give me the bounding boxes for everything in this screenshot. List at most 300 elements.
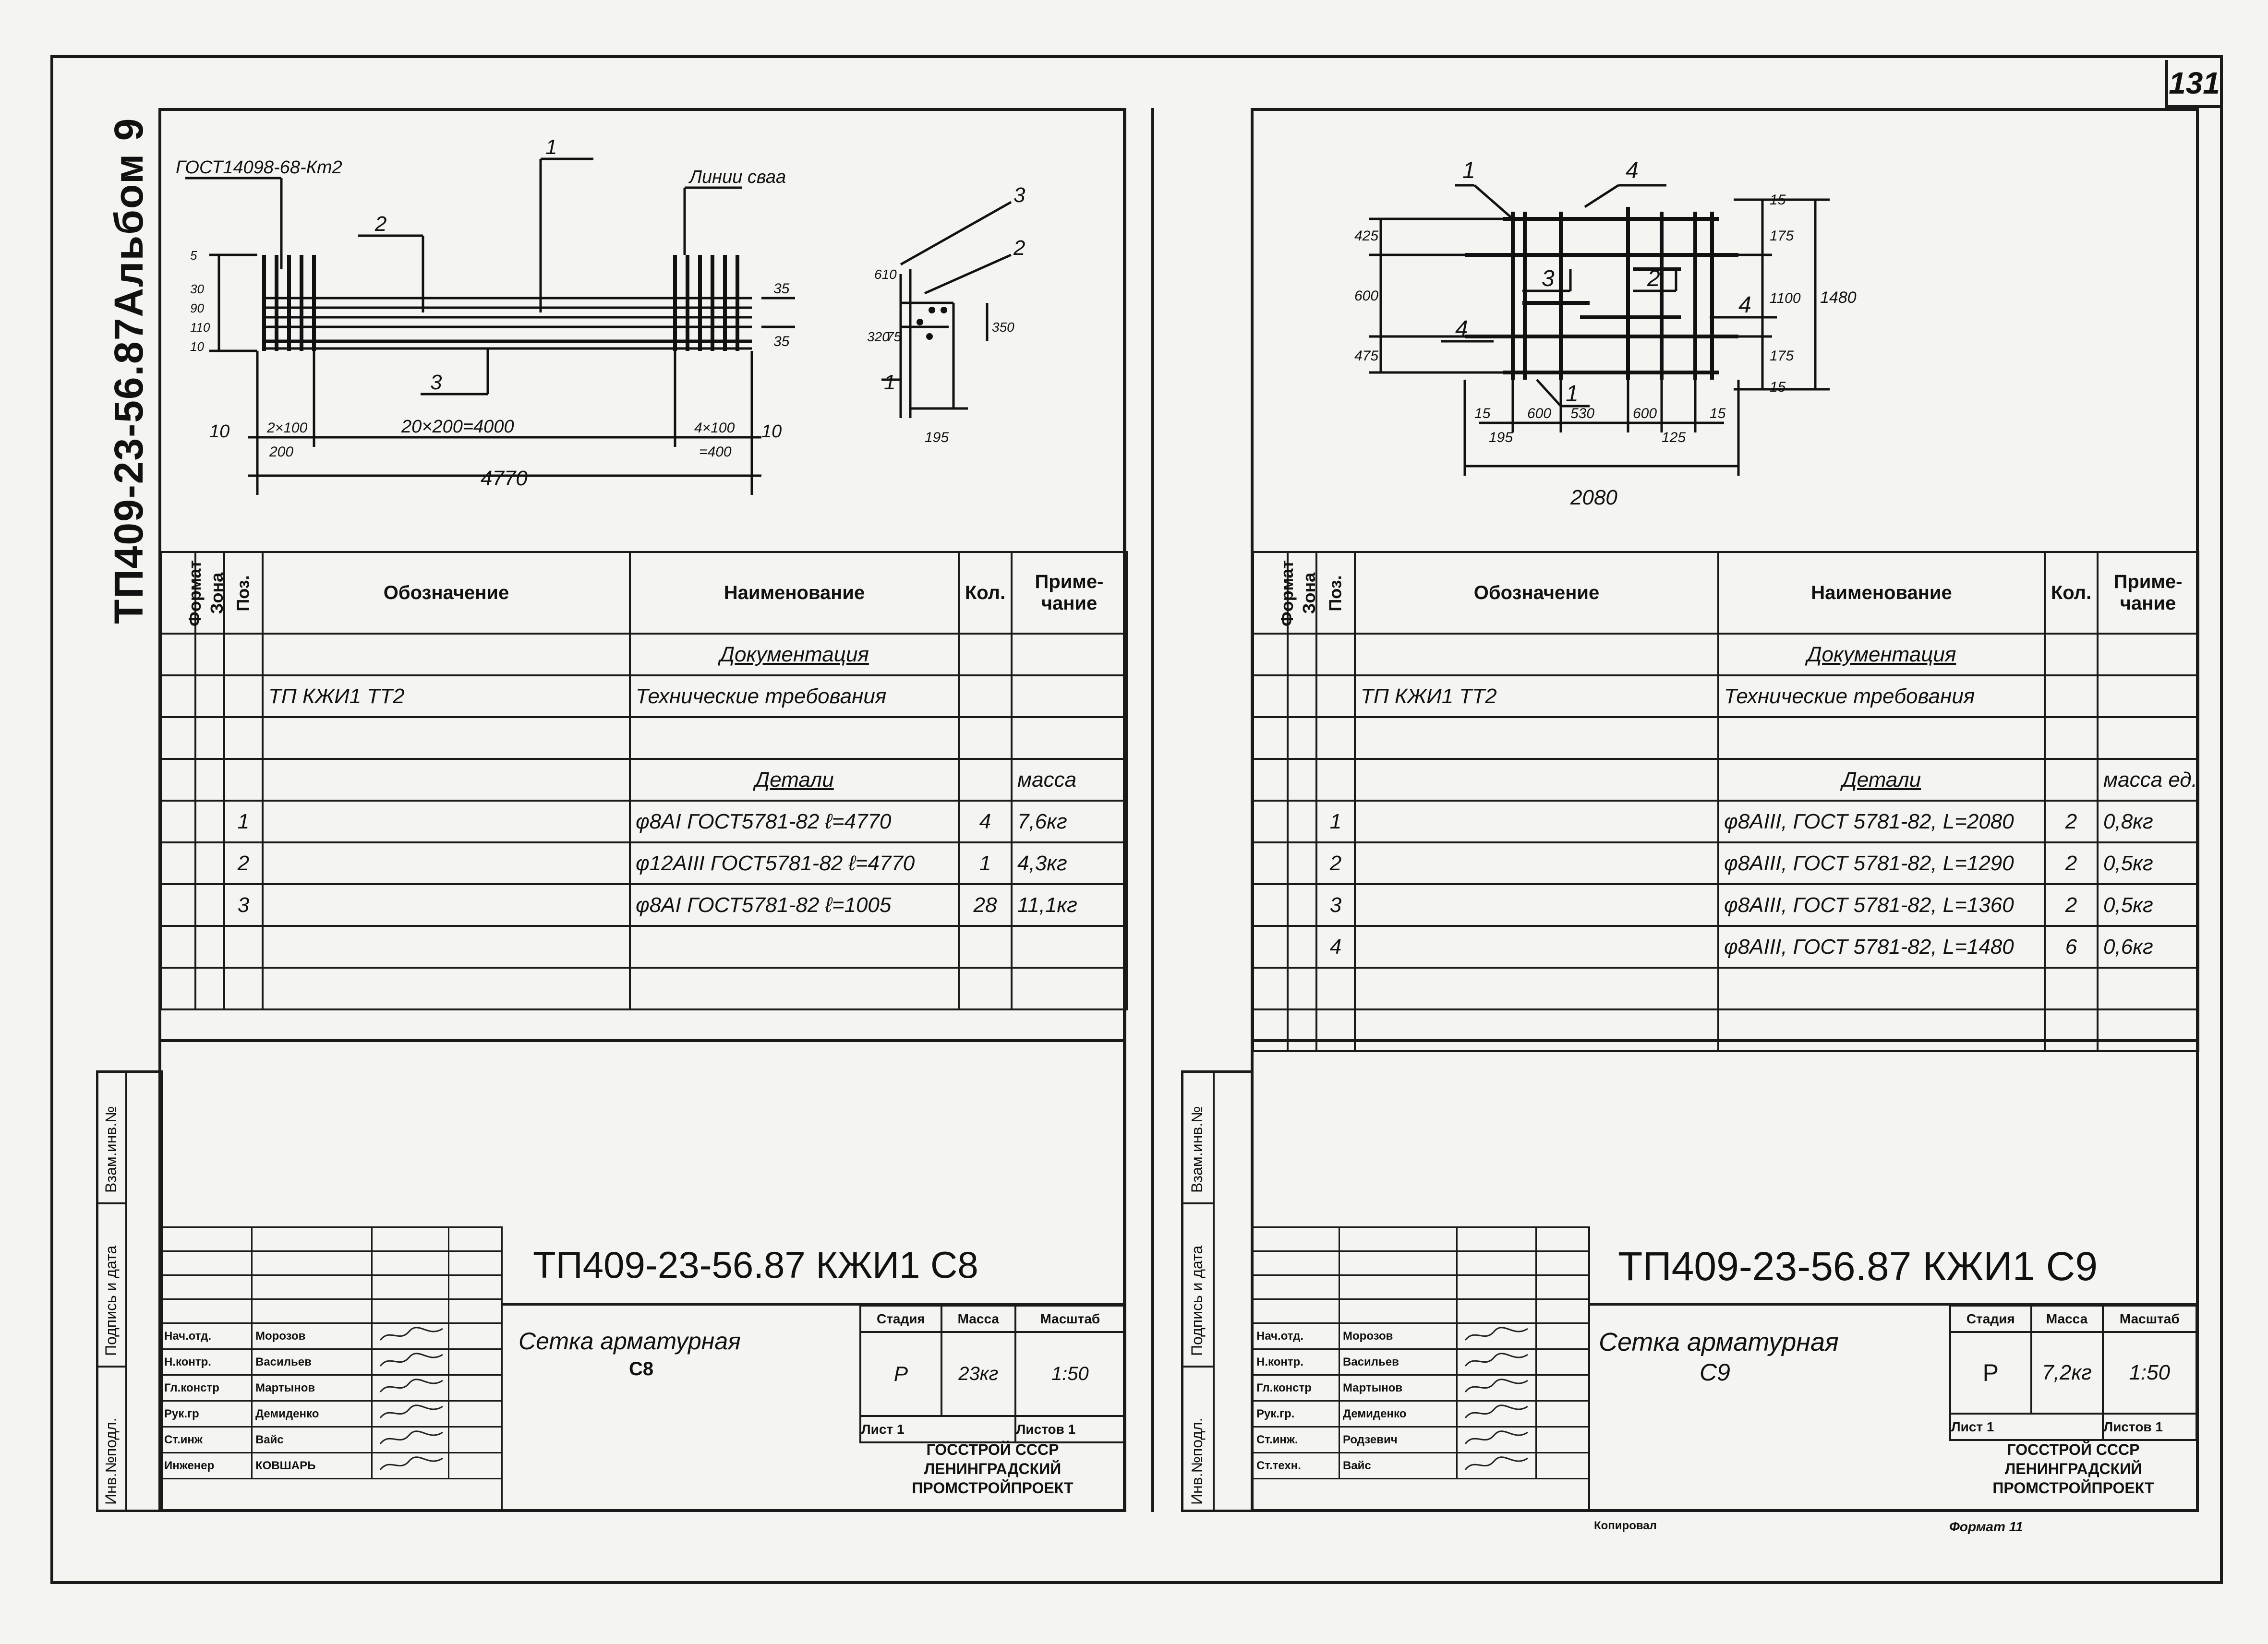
date-cell	[1536, 1323, 1589, 1349]
signature-cell	[1457, 1375, 1536, 1401]
section-callout-1: 1	[884, 371, 896, 394]
name-cell: φ8АIII, ГОСТ 5781-82, L=2080	[1718, 801, 2045, 842]
date-cell	[449, 1401, 502, 1427]
spec-row	[1253, 675, 2198, 717]
r-dim-right-5: 1480	[1820, 288, 1857, 307]
r-callout-1b: 1	[1566, 381, 1579, 407]
name-cell: Детали	[1718, 759, 2045, 801]
hdr-designation: Обозначение	[263, 552, 630, 634]
name-cell: Вайс	[1339, 1453, 1457, 1479]
name-cell: Морозов	[252, 1323, 372, 1349]
r-sheet-number: Лист 1	[1950, 1414, 2103, 1440]
designation-cell	[1355, 968, 1718, 1009]
date-cell	[449, 1375, 502, 1401]
dim-right-1: 35	[773, 334, 790, 349]
name-cell: Родзевич	[1339, 1427, 1457, 1453]
right-spec-rows	[1253, 634, 2198, 1051]
date-cell	[1536, 1349, 1589, 1375]
zone-cell	[1288, 675, 1316, 717]
signature-cell	[1457, 1453, 1536, 1479]
right-stage-table	[1949, 1305, 2197, 1441]
zone-cell	[1288, 634, 1316, 675]
section-dim-0: 610	[874, 267, 897, 282]
r-hdr-pos: Поз.	[1325, 575, 1345, 612]
date-cell	[449, 1427, 502, 1453]
left-spec-table	[160, 551, 1128, 1010]
format-cell	[161, 801, 195, 842]
note-cell	[1012, 717, 1127, 759]
pos-cell	[224, 926, 263, 968]
right-mesh-drawing	[1254, 111, 2195, 552]
date-cell	[449, 1323, 502, 1349]
date-cell	[449, 1349, 502, 1375]
side-stamp-column	[96, 1070, 163, 1512]
dim-left-1: 30	[190, 282, 204, 296]
r-dim-bottom-0: 15	[1474, 406, 1491, 421]
zone-cell	[195, 717, 224, 759]
r-mass-header: Масса	[2031, 1306, 2103, 1332]
r-hdr-format: Формат	[1277, 560, 1297, 626]
pos-cell	[224, 675, 263, 717]
designation-cell	[1355, 759, 1718, 801]
dim-bottom-5: 200	[269, 444, 294, 460]
spec-row	[1253, 801, 2198, 842]
right-spec-table	[1252, 551, 2199, 1052]
qty-cell: 2	[2045, 884, 2098, 926]
page-number-box	[2165, 60, 2220, 108]
pos-cell	[1316, 634, 1355, 675]
signature-row	[1253, 1453, 1589, 1479]
spec-row	[161, 634, 1127, 675]
designation-cell	[263, 759, 630, 801]
signature-row	[1253, 1427, 1589, 1453]
pos-cell: 3	[224, 884, 263, 926]
signature-cell	[372, 1323, 449, 1349]
sheet-count: Листов 1	[1015, 1416, 1125, 1442]
signature-cell	[372, 1401, 449, 1427]
name-cell: Мартынов	[252, 1375, 372, 1401]
qty-cell	[2045, 675, 2098, 717]
r-callout-4: 4	[1626, 158, 1639, 183]
pos-cell	[1316, 759, 1355, 801]
line-label: Линии сваа	[689, 167, 786, 187]
zone-cell	[1288, 759, 1316, 801]
name-cell: Технические требования	[630, 675, 959, 717]
signature-row	[1253, 1349, 1589, 1375]
stage-header: Стадия	[860, 1306, 941, 1332]
pos-cell: 3	[1316, 884, 1355, 926]
left-people-table	[160, 1226, 502, 1479]
qty-cell	[959, 759, 1012, 801]
date-cell	[1536, 1427, 1589, 1453]
note-cell: 11,1кг	[1012, 884, 1127, 926]
date-cell	[1536, 1453, 1589, 1479]
name-cell: Детали	[630, 759, 959, 801]
side-label-inventory-right: Инв.№подл.	[1188, 1417, 1206, 1505]
note-cell	[1012, 926, 1127, 968]
signature-row	[1253, 1375, 1589, 1401]
note-cell	[2098, 634, 2198, 675]
spec-row	[1253, 968, 2198, 1009]
zone-cell	[1288, 842, 1316, 884]
section-dim-4: 350	[992, 320, 1014, 335]
dim-bottom-6: =400	[699, 444, 732, 460]
spec-row	[161, 926, 1127, 968]
right-people-table	[1252, 1226, 1590, 1479]
format-cell	[161, 675, 195, 717]
name-cell: Технические требования	[1718, 675, 2045, 717]
side-stamp-column-right	[1181, 1070, 1253, 1512]
note-cell: 0,6кг	[2098, 926, 2198, 968]
signature-row	[161, 1401, 502, 1427]
r-callout-2: 2	[1647, 266, 1660, 291]
designation-cell	[263, 884, 630, 926]
qty-cell	[2045, 717, 2098, 759]
designation-cell	[1355, 884, 1718, 926]
zone-cell	[1288, 884, 1316, 926]
section-dim-2: 75	[886, 329, 902, 344]
name-cell: Демиденко	[252, 1401, 372, 1427]
pos-cell	[1316, 968, 1355, 1009]
qty-cell	[959, 675, 1012, 717]
qty-cell	[959, 634, 1012, 675]
format-cell	[1253, 717, 1288, 759]
section-callout-3: 3	[1013, 183, 1025, 207]
zone-cell	[195, 842, 224, 884]
pos-cell	[224, 634, 263, 675]
qty-cell	[959, 926, 1012, 968]
signature-row	[161, 1349, 502, 1375]
name-cell: φ12АIII ГОСТ5781-82 ℓ=4770	[630, 842, 959, 884]
pos-cell	[1316, 717, 1355, 759]
format-cell	[161, 717, 195, 759]
pos-cell: 1	[1316, 801, 1355, 842]
r-dim-right-0: 15	[1770, 192, 1786, 208]
left-org: ГОССТРОЙ СССР ЛЕНИНГРАДСКИЙ ПРОМСТРОЙПРОЕКТ	[912, 1441, 1074, 1497]
qty-cell	[2045, 968, 2098, 1009]
name-cell: Васильев	[1339, 1349, 1457, 1375]
zone-cell	[195, 801, 224, 842]
r-hdr-name: Наименование	[1718, 552, 2045, 634]
side-label-replace-right: Взам.инв.№	[1188, 1106, 1206, 1193]
spec-row	[1253, 634, 2198, 675]
hdr-format: Формат	[185, 560, 205, 626]
spec-row	[161, 717, 1127, 759]
format-cell	[161, 842, 195, 884]
name-cell	[630, 968, 959, 1009]
r-dim-total: 2080	[1570, 486, 1617, 509]
r-dim-bottom-3: 530	[1570, 406, 1595, 421]
date-cell	[1536, 1375, 1589, 1401]
designation-cell	[1355, 801, 1718, 842]
qty-cell: 4	[959, 801, 1012, 842]
hdr-name: Наименование	[630, 552, 959, 634]
dim-left-3: 110	[190, 320, 210, 335]
r-stage-value: Р	[1950, 1332, 2031, 1414]
pos-cell	[224, 759, 263, 801]
spec-row	[161, 759, 1127, 801]
r-dim-bottom-6: 15	[1710, 406, 1726, 421]
zone-cell	[195, 926, 224, 968]
r-dim-bottom-5: 125	[1662, 430, 1686, 445]
pos-cell: 2	[224, 842, 263, 884]
name-cell: КОВШАРЬ	[252, 1453, 372, 1479]
note-cell: масса	[1012, 759, 1127, 801]
signature-row	[1253, 1323, 1589, 1349]
role-cell: Нач.отд.	[1253, 1323, 1339, 1349]
r-dim-right-1: 175	[1770, 228, 1794, 244]
qty-cell	[2045, 759, 2098, 801]
zone-cell	[195, 634, 224, 675]
zone-cell	[195, 675, 224, 717]
dim-left-2: 90	[190, 301, 204, 315]
r-dim-bottom-1: 195	[1489, 430, 1513, 445]
callout-1: 1	[545, 135, 557, 159]
pos-cell: 2	[1316, 842, 1355, 884]
signature-cell	[1457, 1427, 1536, 1453]
right-title: Сетка арматурная	[1599, 1328, 1839, 1356]
album-code: ТП409-23-56.87Альбом 9	[106, 117, 151, 624]
designation-cell: ТП КЖИ1 ТТ2	[263, 675, 630, 717]
name-cell: Васильев	[252, 1349, 372, 1375]
scale-header: Масштаб	[1015, 1306, 1125, 1332]
stage-value: Р	[860, 1332, 941, 1416]
note-cell	[1012, 634, 1127, 675]
note-cell	[2098, 717, 2198, 759]
designation-cell	[263, 634, 630, 675]
hdr-qty: Кол.	[959, 552, 1012, 634]
zone-cell	[195, 759, 224, 801]
hdr-zone: Зона	[207, 572, 227, 614]
spec-row	[161, 884, 1127, 926]
r-callout-4b: 4	[1455, 316, 1468, 342]
section-dim-3: 195	[925, 430, 949, 445]
signature-row	[161, 1375, 502, 1401]
hdr-note: Приме-чание	[1012, 552, 1127, 634]
role-cell: Н.контр.	[1253, 1349, 1339, 1375]
format-cell	[161, 884, 195, 926]
role-cell: Нач.отд.	[161, 1323, 252, 1349]
right-doc-code: ТП409-23-56.87 КЖИ1 С9	[1618, 1244, 2098, 1289]
role-cell: Ст.техн.	[1253, 1453, 1339, 1479]
spec-row	[1253, 926, 2198, 968]
name-cell: φ8АI ГОСТ5781-82 ℓ=1005	[630, 884, 959, 926]
sheet-divider-2	[1151, 108, 1154, 1512]
left-mark: С8	[629, 1358, 654, 1380]
name-cell: Демиденко	[1339, 1401, 1457, 1427]
qty-cell: 6	[2045, 926, 2098, 968]
name-cell	[630, 926, 959, 968]
date-cell	[449, 1453, 502, 1479]
signature-cell	[1457, 1401, 1536, 1427]
signature-cell	[372, 1349, 449, 1375]
name-cell: Мартынов	[1339, 1375, 1457, 1401]
designation-cell	[1355, 634, 1718, 675]
signature-row	[161, 1427, 502, 1453]
dim-left-0: 5	[190, 248, 197, 263]
dim-left-4: 10	[190, 339, 204, 354]
note-cell: 0,8кг	[2098, 801, 2198, 842]
r-scale-header: Масштаб	[2103, 1306, 2196, 1332]
name-cell: Документация	[1718, 634, 2045, 675]
dim-right-0: 35	[773, 281, 790, 297]
note-cell: 0,5кг	[2098, 884, 2198, 926]
designation-cell	[263, 926, 630, 968]
side-label-signature-right: Подпись и дата	[1188, 1245, 1206, 1356]
r-sheet-count: Листов 1	[2103, 1414, 2196, 1440]
name-cell	[1718, 717, 2045, 759]
note-cell	[2098, 675, 2198, 717]
spec-row	[1253, 842, 2198, 884]
hdr-pos: Поз.	[233, 575, 253, 612]
pos-cell	[224, 717, 263, 759]
pos-cell	[224, 968, 263, 1009]
dim-bottom-4: 10	[761, 421, 782, 442]
format-cell	[1253, 968, 1288, 1009]
qty-cell	[959, 717, 1012, 759]
dim-bottom-3: 4×100	[694, 420, 735, 436]
note-cell: 4,3кг	[1012, 842, 1127, 884]
r-dim-right-3: 175	[1770, 348, 1794, 364]
spec-row	[161, 675, 1127, 717]
format-cell	[1253, 634, 1288, 675]
spec-row	[1253, 759, 2198, 801]
spec-row	[161, 842, 1127, 884]
right-org: ГОССТРОЙ СССР ЛЕНИНГРАДСКИЙ ПРОМСТРОЙПРОЕКТ	[1992, 1441, 2154, 1497]
format-cell	[161, 926, 195, 968]
left-title: Сетка арматурная	[519, 1328, 741, 1355]
r-hdr-note: Приме-чание	[2098, 552, 2198, 634]
role-cell: Ст.инж	[161, 1427, 252, 1453]
designation-cell	[1355, 717, 1718, 759]
name-cell	[1718, 968, 2045, 1009]
zone-cell	[195, 968, 224, 1009]
format-cell	[1253, 884, 1288, 926]
format-cell	[161, 968, 195, 1009]
designation-cell	[263, 717, 630, 759]
format-cell	[1253, 759, 1288, 801]
right-mark: С9	[1700, 1359, 1730, 1386]
qty-cell: 2	[2045, 801, 2098, 842]
note-cell: масса ед.	[2098, 759, 2198, 801]
gost-label: ГОСТ14098-68-Кт2	[176, 157, 342, 178]
section-dim-1: 320	[867, 329, 890, 344]
r-callout-1: 1	[1462, 158, 1475, 183]
name-cell: φ8АI ГОСТ5781-82 ℓ=4770	[630, 801, 959, 842]
pos-cell: 4	[1316, 926, 1355, 968]
callout-3: 3	[430, 371, 442, 394]
left-stage-table	[859, 1305, 1126, 1443]
qty-cell	[959, 968, 1012, 1009]
format-cell	[161, 759, 195, 801]
note-cell: 7,6кг	[1012, 801, 1127, 842]
r-hdr-zone: Зона	[1299, 572, 1319, 614]
role-cell: Н.контр.	[161, 1349, 252, 1375]
format-cell	[1253, 675, 1288, 717]
r-hdr-qty: Кол.	[2045, 552, 2098, 634]
format-cell	[1253, 842, 1288, 884]
left-doc-code: ТП409-23-56.87 КЖИ1 С8	[533, 1244, 978, 1286]
dim-bottom-1: 2×100	[267, 420, 308, 436]
r-dim-right-4: 15	[1770, 379, 1786, 395]
signature-cell	[372, 1375, 449, 1401]
signature-row	[161, 1453, 502, 1479]
role-cell: Гл.констр	[1253, 1375, 1339, 1401]
designation-cell	[263, 968, 630, 1009]
r-scale-value: 1:50	[2103, 1332, 2196, 1414]
role-cell: Рук.гр.	[1253, 1401, 1339, 1427]
dim-total: 4770	[481, 467, 528, 490]
name-cell: φ8АIII, ГОСТ 5781-82, L=1480	[1718, 926, 2045, 968]
mass-value: 23кг	[941, 1332, 1015, 1416]
note-cell	[2098, 968, 2198, 1009]
mass-header: Масса	[941, 1306, 1015, 1332]
r-dim-left-1: 600	[1354, 288, 1379, 304]
pos-cell	[1316, 675, 1355, 717]
r-mass-value: 7,2кг	[2031, 1332, 2103, 1414]
qty-cell	[2045, 634, 2098, 675]
qty-cell: 2	[2045, 842, 2098, 884]
designation-cell	[263, 842, 630, 884]
name-cell: Морозов	[1339, 1323, 1457, 1349]
designation-cell	[1355, 842, 1718, 884]
qty-cell: 1	[959, 842, 1012, 884]
section-callout-2: 2	[1013, 236, 1025, 260]
pos-cell: 1	[224, 801, 263, 842]
role-cell: Рук.гр	[161, 1401, 252, 1427]
name-cell	[630, 717, 959, 759]
date-cell	[1536, 1401, 1589, 1427]
r-dim-bottom-4: 600	[1633, 406, 1657, 421]
qty-cell: 28	[959, 884, 1012, 926]
spec-row	[161, 968, 1127, 1009]
note-cell	[1012, 675, 1127, 717]
note-cell: 0,5кг	[2098, 842, 2198, 884]
side-label-inventory: Инв.№подл.	[102, 1417, 120, 1505]
spec-row	[1253, 717, 2198, 759]
designation-cell	[1355, 926, 1718, 968]
note-cell	[1012, 968, 1127, 1009]
format-label: Формат 11	[1949, 1519, 2023, 1534]
name-cell: Документация	[630, 634, 959, 675]
copied-label: Копировал	[1594, 1519, 1657, 1532]
zone-cell	[1288, 926, 1316, 968]
dim-bottom-0: 10	[209, 421, 230, 442]
r-dim-left-0: 425	[1354, 228, 1379, 244]
r-stage-header: Стадия	[1950, 1306, 2031, 1332]
scale-value: 1:50	[1015, 1332, 1125, 1416]
name-cell: φ8АIII, ГОСТ 5781-82, L=1290	[1718, 842, 2045, 884]
signature-row	[161, 1323, 502, 1349]
signature-cell	[372, 1453, 449, 1479]
signature-row	[1253, 1401, 1589, 1427]
spec-row	[161, 801, 1127, 842]
role-cell: Гл.констр	[161, 1375, 252, 1401]
signature-cell	[1457, 1323, 1536, 1349]
spec-row	[1253, 884, 2198, 926]
format-cell	[1253, 926, 1288, 968]
side-label-signature: Подпись и дата	[102, 1245, 120, 1356]
r-dim-bottom-2: 600	[1527, 406, 1552, 421]
left-mesh-drawing	[161, 111, 1122, 552]
signature-cell	[372, 1427, 449, 1453]
side-label-replace: Взам.инв.№	[102, 1106, 120, 1193]
signature-cell	[1457, 1349, 1536, 1375]
r-dim-left-2: 475	[1354, 348, 1379, 364]
r-callout-3: 3	[1542, 266, 1555, 291]
dim-bottom-2: 20×200=4000	[401, 417, 514, 437]
format-cell	[161, 634, 195, 675]
